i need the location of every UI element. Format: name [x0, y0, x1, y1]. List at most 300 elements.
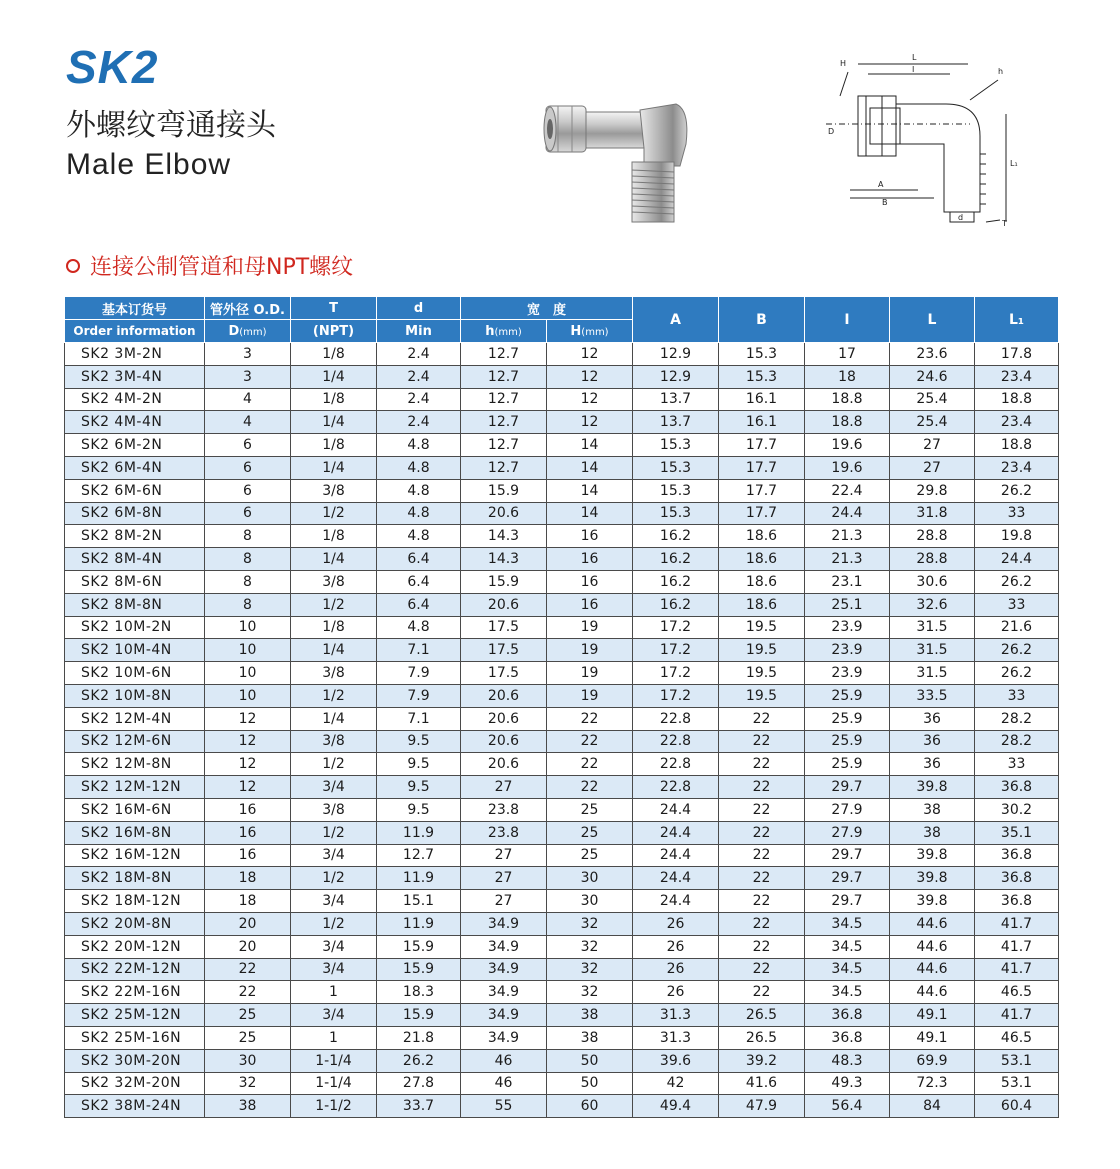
cell-b: 41.6: [719, 1072, 805, 1095]
drawing-label-i: I: [912, 65, 915, 74]
circle-bullet-icon: [66, 259, 80, 273]
cell-od: 30: [205, 1049, 291, 1072]
cell-h-big: 32: [547, 912, 633, 935]
cell-h-small: 12.7: [461, 456, 547, 479]
cell-i: 19.6: [805, 434, 890, 457]
cell-d-min: 15.9: [377, 1004, 461, 1027]
cell-od: 4: [205, 388, 291, 411]
table-row: [65, 434, 1059, 457]
table-row: [65, 981, 1059, 1004]
cell-a: 42: [633, 1072, 719, 1095]
cell-h-small: 27: [461, 867, 547, 890]
cell-a: 17.2: [633, 639, 719, 662]
cell-t: 3/4: [291, 935, 377, 958]
cell-t: 1/8: [291, 434, 377, 457]
cell-l1: 23.4: [975, 456, 1059, 479]
cell-i: 18.8: [805, 388, 890, 411]
cell-order: SK2 12M-4N: [65, 707, 205, 730]
cell-l1: 36.8: [975, 844, 1059, 867]
cell-h-small: 12.7: [461, 343, 547, 366]
table-row: [65, 1004, 1059, 1027]
cell-b: 22: [719, 730, 805, 753]
cell-t: 1: [291, 1026, 377, 1049]
cell-l1: 53.1: [975, 1072, 1059, 1095]
cell-order: SK2 3M-2N: [65, 343, 205, 366]
cell-i: 17: [805, 343, 890, 366]
cell-od: 16: [205, 798, 291, 821]
cell-h-small: 17.5: [461, 639, 547, 662]
cell-b: 22: [719, 798, 805, 821]
header-l1: L₁: [975, 297, 1059, 343]
cell-h-big: 19: [547, 684, 633, 707]
cell-l: 39.8: [890, 890, 975, 913]
cell-t: 1/2: [291, 821, 377, 844]
cell-b: 18.6: [719, 570, 805, 593]
cell-l: 39.8: [890, 867, 975, 890]
cell-b: 26.5: [719, 1004, 805, 1027]
cell-h-big: 12: [547, 365, 633, 388]
cell-a: 15.3: [633, 479, 719, 502]
cell-h-big: 14: [547, 502, 633, 525]
cell-od: 4: [205, 411, 291, 434]
cell-l1: 36.8: [975, 776, 1059, 799]
cell-l: 72.3: [890, 1072, 975, 1095]
cell-d-min: 26.2: [377, 1049, 461, 1072]
cell-h-big: 22: [547, 730, 633, 753]
cell-i: 25.9: [805, 753, 890, 776]
cell-b: 22: [719, 981, 805, 1004]
cell-od: 18: [205, 867, 291, 890]
cell-t: 3/4: [291, 844, 377, 867]
cell-i: 27.9: [805, 798, 890, 821]
cell-l: 44.6: [890, 912, 975, 935]
cell-h-big: 32: [547, 935, 633, 958]
cell-od: 16: [205, 821, 291, 844]
cell-od: 20: [205, 935, 291, 958]
cell-d-min: 2.4: [377, 365, 461, 388]
cell-od: 6: [205, 502, 291, 525]
cell-d-min: 11.9: [377, 912, 461, 935]
cell-a: 17.2: [633, 662, 719, 685]
cell-b: 22: [719, 753, 805, 776]
cell-h-big: 14: [547, 434, 633, 457]
cell-a: 31.3: [633, 1004, 719, 1027]
cell-h-small: 12.7: [461, 411, 547, 434]
cell-od: 6: [205, 434, 291, 457]
cell-h-small: 23.8: [461, 798, 547, 821]
cell-d-min: 7.1: [377, 707, 461, 730]
table-row: [65, 456, 1059, 479]
cell-t: 3/4: [291, 958, 377, 981]
cell-l: 31.8: [890, 502, 975, 525]
cell-od: 10: [205, 639, 291, 662]
cell-l: 30.6: [890, 570, 975, 593]
cell-order: SK2 3M-4N: [65, 365, 205, 388]
cell-i: 48.3: [805, 1049, 890, 1072]
cell-h-small: 20.6: [461, 730, 547, 753]
cell-l1: 53.1: [975, 1049, 1059, 1072]
cell-l: 33.5: [890, 684, 975, 707]
cell-h-small: 14.3: [461, 525, 547, 548]
cell-l: 28.8: [890, 548, 975, 571]
cell-d-min: 4.8: [377, 525, 461, 548]
cell-l1: 28.2: [975, 707, 1059, 730]
table-row: [65, 548, 1059, 571]
cell-od: 12: [205, 753, 291, 776]
header-width-cn: 宽 度: [461, 297, 633, 320]
cell-h-big: 25: [547, 844, 633, 867]
cell-od: 8: [205, 593, 291, 616]
cell-a: 22.8: [633, 776, 719, 799]
cell-d-min: 2.4: [377, 411, 461, 434]
cell-d-min: 4.8: [377, 502, 461, 525]
cell-t: 1/4: [291, 707, 377, 730]
cell-t: 3/8: [291, 662, 377, 685]
table-row: [65, 798, 1059, 821]
product-name-english: Male Elbow: [66, 148, 232, 181]
cell-l1: 41.7: [975, 958, 1059, 981]
cell-l1: 46.5: [975, 1026, 1059, 1049]
cell-order: SK2 16M-12N: [65, 844, 205, 867]
cell-t: 1/2: [291, 912, 377, 935]
table-row: [65, 479, 1059, 502]
table-row: [65, 821, 1059, 844]
cell-order: SK2 22M-12N: [65, 958, 205, 981]
cell-l: 29.8: [890, 479, 975, 502]
cell-t: 1/8: [291, 388, 377, 411]
cell-l: 24.6: [890, 365, 975, 388]
cell-t: 1/4: [291, 639, 377, 662]
cell-b: 22: [719, 867, 805, 890]
cell-l: 28.8: [890, 525, 975, 548]
cell-i: 23.9: [805, 639, 890, 662]
cell-h-big: 32: [547, 981, 633, 1004]
cell-i: 22.4: [805, 479, 890, 502]
cell-h-big: 60: [547, 1095, 633, 1118]
cell-i: 27.9: [805, 821, 890, 844]
cell-b: 16.1: [719, 388, 805, 411]
cell-l: 23.6: [890, 343, 975, 366]
drawing-label-h-lower: h: [998, 67, 1004, 76]
cell-l: 84: [890, 1095, 975, 1118]
cell-b: 18.6: [719, 593, 805, 616]
cell-b: 17.7: [719, 456, 805, 479]
table-row: [65, 753, 1059, 776]
cell-h-small: 12.7: [461, 434, 547, 457]
cell-l: 27: [890, 434, 975, 457]
cell-l1: 33: [975, 502, 1059, 525]
cell-i: 23.9: [805, 616, 890, 639]
cell-d-min: 11.9: [377, 821, 461, 844]
cell-l: 38: [890, 821, 975, 844]
cell-order: SK2 16M-6N: [65, 798, 205, 821]
header-t: T: [291, 297, 377, 320]
header-h-big: H(mm): [547, 320, 633, 343]
cell-b: 17.7: [719, 502, 805, 525]
cell-order: SK2 12M-6N: [65, 730, 205, 753]
cell-d-min: 7.9: [377, 662, 461, 685]
cell-h-small: 34.9: [461, 1004, 547, 1027]
header-b: B: [719, 297, 805, 343]
cell-h-small: 55: [461, 1095, 547, 1118]
cell-h-big: 19: [547, 616, 633, 639]
cell-i: 25.9: [805, 684, 890, 707]
cell-order: SK2 30M-20N: [65, 1049, 205, 1072]
cell-a: 12.9: [633, 343, 719, 366]
cell-od: 16: [205, 844, 291, 867]
cell-l: 36: [890, 730, 975, 753]
cell-h-big: 50: [547, 1072, 633, 1095]
cell-l: 31.5: [890, 639, 975, 662]
cell-t: 3/8: [291, 798, 377, 821]
cell-a: 26: [633, 958, 719, 981]
cell-b: 39.2: [719, 1049, 805, 1072]
cell-d-min: 12.7: [377, 844, 461, 867]
cell-h-big: 22: [547, 707, 633, 730]
cell-l: 39.8: [890, 844, 975, 867]
cell-d-min: 4.8: [377, 616, 461, 639]
cell-a: 24.4: [633, 821, 719, 844]
cell-a: 12.9: [633, 365, 719, 388]
cell-l1: 36.8: [975, 890, 1059, 913]
header-l: L: [890, 297, 975, 343]
product-name-chinese: 外螺纹弯通接头: [66, 108, 276, 143]
cell-a: 39.6: [633, 1049, 719, 1072]
cell-i: 23.9: [805, 662, 890, 685]
cell-od: 8: [205, 570, 291, 593]
cell-od: 25: [205, 1026, 291, 1049]
cell-i: 34.5: [805, 981, 890, 1004]
cell-od: 3: [205, 365, 291, 388]
cell-a: 15.3: [633, 502, 719, 525]
cell-od: 6: [205, 479, 291, 502]
cell-l: 49.1: [890, 1026, 975, 1049]
cell-order: SK2 32M-20N: [65, 1072, 205, 1095]
cell-l: 25.4: [890, 388, 975, 411]
drawing-label-h-upper: H: [840, 59, 847, 68]
cell-t: 1-1/2: [291, 1095, 377, 1118]
table-row: [65, 365, 1059, 388]
cell-a: 13.7: [633, 411, 719, 434]
cell-h-big: 16: [547, 593, 633, 616]
cell-l1: 21.6: [975, 616, 1059, 639]
cell-t: 1/2: [291, 593, 377, 616]
cell-i: 36.8: [805, 1026, 890, 1049]
cell-od: 22: [205, 958, 291, 981]
cell-order: SK2 18M-12N: [65, 890, 205, 913]
cell-a: 26: [633, 981, 719, 1004]
cell-t: 1/8: [291, 343, 377, 366]
cell-order: SK2 6M-6N: [65, 479, 205, 502]
cell-h-small: 34.9: [461, 981, 547, 1004]
cell-order: SK2 10M-4N: [65, 639, 205, 662]
cell-d-min: 7.9: [377, 684, 461, 707]
table-row: [65, 776, 1059, 799]
cell-i: 21.3: [805, 548, 890, 571]
cell-d-min: 6.4: [377, 570, 461, 593]
cell-od: 20: [205, 912, 291, 935]
product-photo: [540, 88, 700, 228]
table-header-row: [65, 297, 1059, 320]
cell-d-min: 9.5: [377, 776, 461, 799]
cell-l: 31.5: [890, 662, 975, 685]
table-row: [65, 912, 1059, 935]
cell-h-big: 38: [547, 1004, 633, 1027]
cell-b: 19.5: [719, 639, 805, 662]
cell-h-big: 30: [547, 867, 633, 890]
table-row: [65, 1095, 1059, 1118]
cell-h-big: 16: [547, 570, 633, 593]
cell-order: SK2 10M-2N: [65, 616, 205, 639]
cell-d-min: 27.8: [377, 1072, 461, 1095]
header-order-cn: 基本订货号: [65, 297, 205, 320]
cell-l: 31.5: [890, 616, 975, 639]
cell-t: 3/4: [291, 776, 377, 799]
cell-od: 10: [205, 684, 291, 707]
header-od-sub: D(mm): [205, 320, 291, 343]
cell-l: 44.6: [890, 958, 975, 981]
cell-t: 3/4: [291, 890, 377, 913]
cell-d-min: 4.8: [377, 456, 461, 479]
cell-od: 18: [205, 890, 291, 913]
cell-h-small: 20.6: [461, 753, 547, 776]
cell-d-min: 15.1: [377, 890, 461, 913]
cell-h-big: 30: [547, 890, 633, 913]
cell-a: 24.4: [633, 844, 719, 867]
cell-b: 19.5: [719, 616, 805, 639]
cell-l1: 33: [975, 593, 1059, 616]
cell-od: 10: [205, 662, 291, 685]
cell-a: 22.8: [633, 753, 719, 776]
cell-d-min: 33.7: [377, 1095, 461, 1118]
cell-l1: 60.4: [975, 1095, 1059, 1118]
cell-h-small: 20.6: [461, 593, 547, 616]
cell-h-big: 32: [547, 958, 633, 981]
cell-od: 8: [205, 525, 291, 548]
cell-a: 26: [633, 912, 719, 935]
cell-t: 1/4: [291, 411, 377, 434]
cell-d-min: 4.8: [377, 434, 461, 457]
cell-l1: 19.8: [975, 525, 1059, 548]
cell-i: 34.5: [805, 958, 890, 981]
cell-d-min: 7.1: [377, 639, 461, 662]
cell-l1: 26.2: [975, 570, 1059, 593]
cell-od: 3: [205, 343, 291, 366]
cell-i: 29.7: [805, 844, 890, 867]
header-d-sub: Min: [377, 320, 461, 343]
cell-l1: 17.8: [975, 343, 1059, 366]
table-row: [65, 343, 1059, 366]
drawing-label-a: A: [878, 180, 884, 189]
cell-od: 10: [205, 616, 291, 639]
table-row: [65, 707, 1059, 730]
cell-l1: 26.2: [975, 479, 1059, 502]
cell-t: 1/4: [291, 548, 377, 571]
cell-a: 13.7: [633, 388, 719, 411]
cell-l1: 41.7: [975, 912, 1059, 935]
cell-b: 26.5: [719, 1026, 805, 1049]
cell-h-big: 12: [547, 343, 633, 366]
cell-l: 38: [890, 798, 975, 821]
table-row: [65, 616, 1059, 639]
cell-order: SK2 25M-16N: [65, 1026, 205, 1049]
cell-i: 29.7: [805, 867, 890, 890]
cell-b: 18.6: [719, 548, 805, 571]
cell-i: 23.1: [805, 570, 890, 593]
cell-order: SK2 38M-24N: [65, 1095, 205, 1118]
cell-h-small: 20.6: [461, 707, 547, 730]
cell-l1: 24.4: [975, 548, 1059, 571]
cell-od: 32: [205, 1072, 291, 1095]
cell-l1: 36.8: [975, 867, 1059, 890]
table-row: [65, 388, 1059, 411]
section-heading: [66, 250, 353, 281]
cell-order: SK2 12M-12N: [65, 776, 205, 799]
cell-b: 16.1: [719, 411, 805, 434]
cell-i: 34.5: [805, 912, 890, 935]
cell-d-min: 18.3: [377, 981, 461, 1004]
table-row: [65, 593, 1059, 616]
cell-order: SK2 20M-8N: [65, 912, 205, 935]
cell-h-big: 50: [547, 1049, 633, 1072]
cell-od: 22: [205, 981, 291, 1004]
cell-t: 3/8: [291, 479, 377, 502]
cell-b: 22: [719, 707, 805, 730]
cell-order: SK2 8M-8N: [65, 593, 205, 616]
cell-d-min: 9.5: [377, 730, 461, 753]
dimension-drawing: [820, 44, 1030, 234]
cell-t: 1/2: [291, 502, 377, 525]
section-heading-text: 连接公制管道和母NPT螺纹: [90, 255, 354, 280]
cell-a: 16.2: [633, 593, 719, 616]
cell-a: 17.2: [633, 684, 719, 707]
cell-d-min: 21.8: [377, 1026, 461, 1049]
cell-order: SK2 8M-2N: [65, 525, 205, 548]
cell-h-small: 12.7: [461, 365, 547, 388]
cell-b: 15.3: [719, 343, 805, 366]
cell-i: 49.3: [805, 1072, 890, 1095]
cell-h-small: 15.9: [461, 570, 547, 593]
cell-od: 12: [205, 776, 291, 799]
cell-d-min: 11.9: [377, 867, 461, 890]
cell-l: 49.1: [890, 1004, 975, 1027]
cell-l1: 41.7: [975, 935, 1059, 958]
cell-od: 8: [205, 548, 291, 571]
cell-b: 22: [719, 776, 805, 799]
cell-t: 1: [291, 981, 377, 1004]
cell-d-min: 2.4: [377, 343, 461, 366]
table-row: [65, 958, 1059, 981]
cell-l: 39.8: [890, 776, 975, 799]
cell-l1: 28.2: [975, 730, 1059, 753]
table-row: [65, 1072, 1059, 1095]
drawing-label-b: B: [882, 198, 888, 207]
cell-a: 24.4: [633, 867, 719, 890]
cell-t: 1-1/4: [291, 1072, 377, 1095]
table-row: [65, 890, 1059, 913]
cell-h-small: 23.8: [461, 821, 547, 844]
cell-h-big: 16: [547, 548, 633, 571]
cell-h-small: 12.7: [461, 388, 547, 411]
cell-l1: 33: [975, 684, 1059, 707]
cell-h-big: 25: [547, 821, 633, 844]
cell-h-small: 34.9: [461, 958, 547, 981]
cell-h-small: 17.5: [461, 616, 547, 639]
product-code: SK2: [66, 41, 159, 93]
cell-a: 16.2: [633, 570, 719, 593]
cell-t: 1/2: [291, 684, 377, 707]
cell-b: 22: [719, 935, 805, 958]
